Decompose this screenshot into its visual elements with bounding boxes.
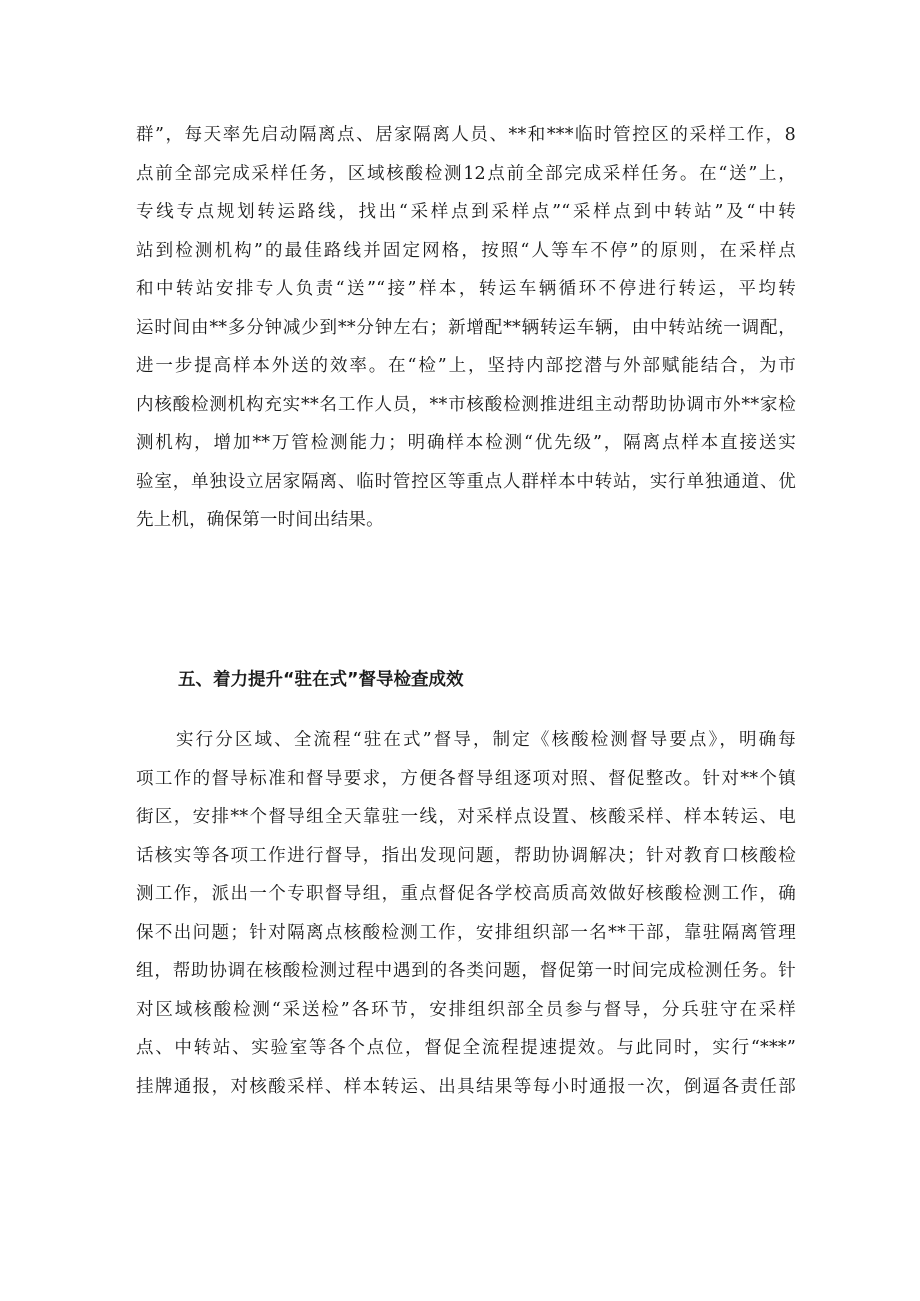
text-line: 测工作，派出一个专职督导组，重点督促各学校高质高效做好核酸检测工作，确: [136, 884, 796, 904]
text-line: 专线专点规划转运路线，找出“采样点到采样点”“采样点到中转站”及“中转: [136, 202, 796, 222]
text-line: 组，帮助协调在核酸检测过程中遇到的各类问题，督促第一时间完成检测任务。针: [136, 961, 796, 981]
text-line: 验室，单独设立居家隔离、临时管控区等重点人群样本中转站，实行单独通道、优: [136, 471, 796, 492]
paragraph-supervision: [136, 721, 796, 1106]
text-line: 点前全部完成采样任务，区域核酸检测12点前全部完成采样任务。在“送”上，: [136, 163, 796, 184]
text-line: 项工作的督导标准和督导要求，方便各督导组逐项对照、督促整改。针对**个镇: [136, 768, 796, 789]
text-line: 运时间由**多分钟减少到**分钟左右；新增配**辆转运车辆，由中转站统一调配，: [136, 317, 796, 338]
text-line: 点、中转站、实验室等各个点位，督促全流程提速提效。与此同时，实行“***”: [136, 1038, 796, 1058]
text-line: 挂牌通报，对核酸采样、样本转运、出具结果等每小时通报一次，倒逼各责任部: [136, 1076, 796, 1097]
text-line: 群”，每天率先启动隔离点、居家隔离人员、**和***临时管控区的采样工作，8: [136, 125, 796, 145]
text-line: 话核实等各项工作进行督导，指出发现问题，帮助协调解决；针对教育口核酸检: [136, 845, 796, 866]
text-line: 测机构，增加**万管检测能力；明确样本检测“优先级”，隔离点样本直接送实: [136, 433, 796, 453]
text-line: 和中转站安排专人负责“送”“接”样本，转运车辆循环不停进行转运，平均转: [136, 279, 796, 299]
text-line: 进一步提高样本外送的效率。在“检”上，坚持内部挖潜与外部赋能结合，为市: [136, 356, 796, 376]
text-line: 保不出问题；针对隔离点核酸检测工作，安排组织部一名**干部，靠驻隔离管理: [136, 922, 796, 943]
section-heading: 五、着力提升“驻在式”督导检查成效: [178, 670, 464, 690]
text-line: 对区域核酸检测“采送检”各环节，安排组织部全员参与督导，分兵驻守在采样: [136, 999, 796, 1020]
text-line: 先上机，确保第一时间出结果。: [136, 510, 384, 530]
text-line: 站到检测机构”的最佳路线并固定网格，按照“人等车不停”的原则，在采样点: [136, 240, 796, 261]
paragraph-transport-testing: [136, 116, 796, 540]
text-line: 实行分区域、全流程“驻在式”督导，制定《核酸检测督导要点》，明确每: [176, 730, 796, 750]
text-line: 街区，安排**个督导组全天靠驻一线，对采样点设置、核酸采样、样本转运、电: [136, 807, 796, 827]
text-line: 内核酸检测机构充实**名工作人员，**市核酸检测推进组主动帮助协调市外**家检: [136, 394, 796, 415]
